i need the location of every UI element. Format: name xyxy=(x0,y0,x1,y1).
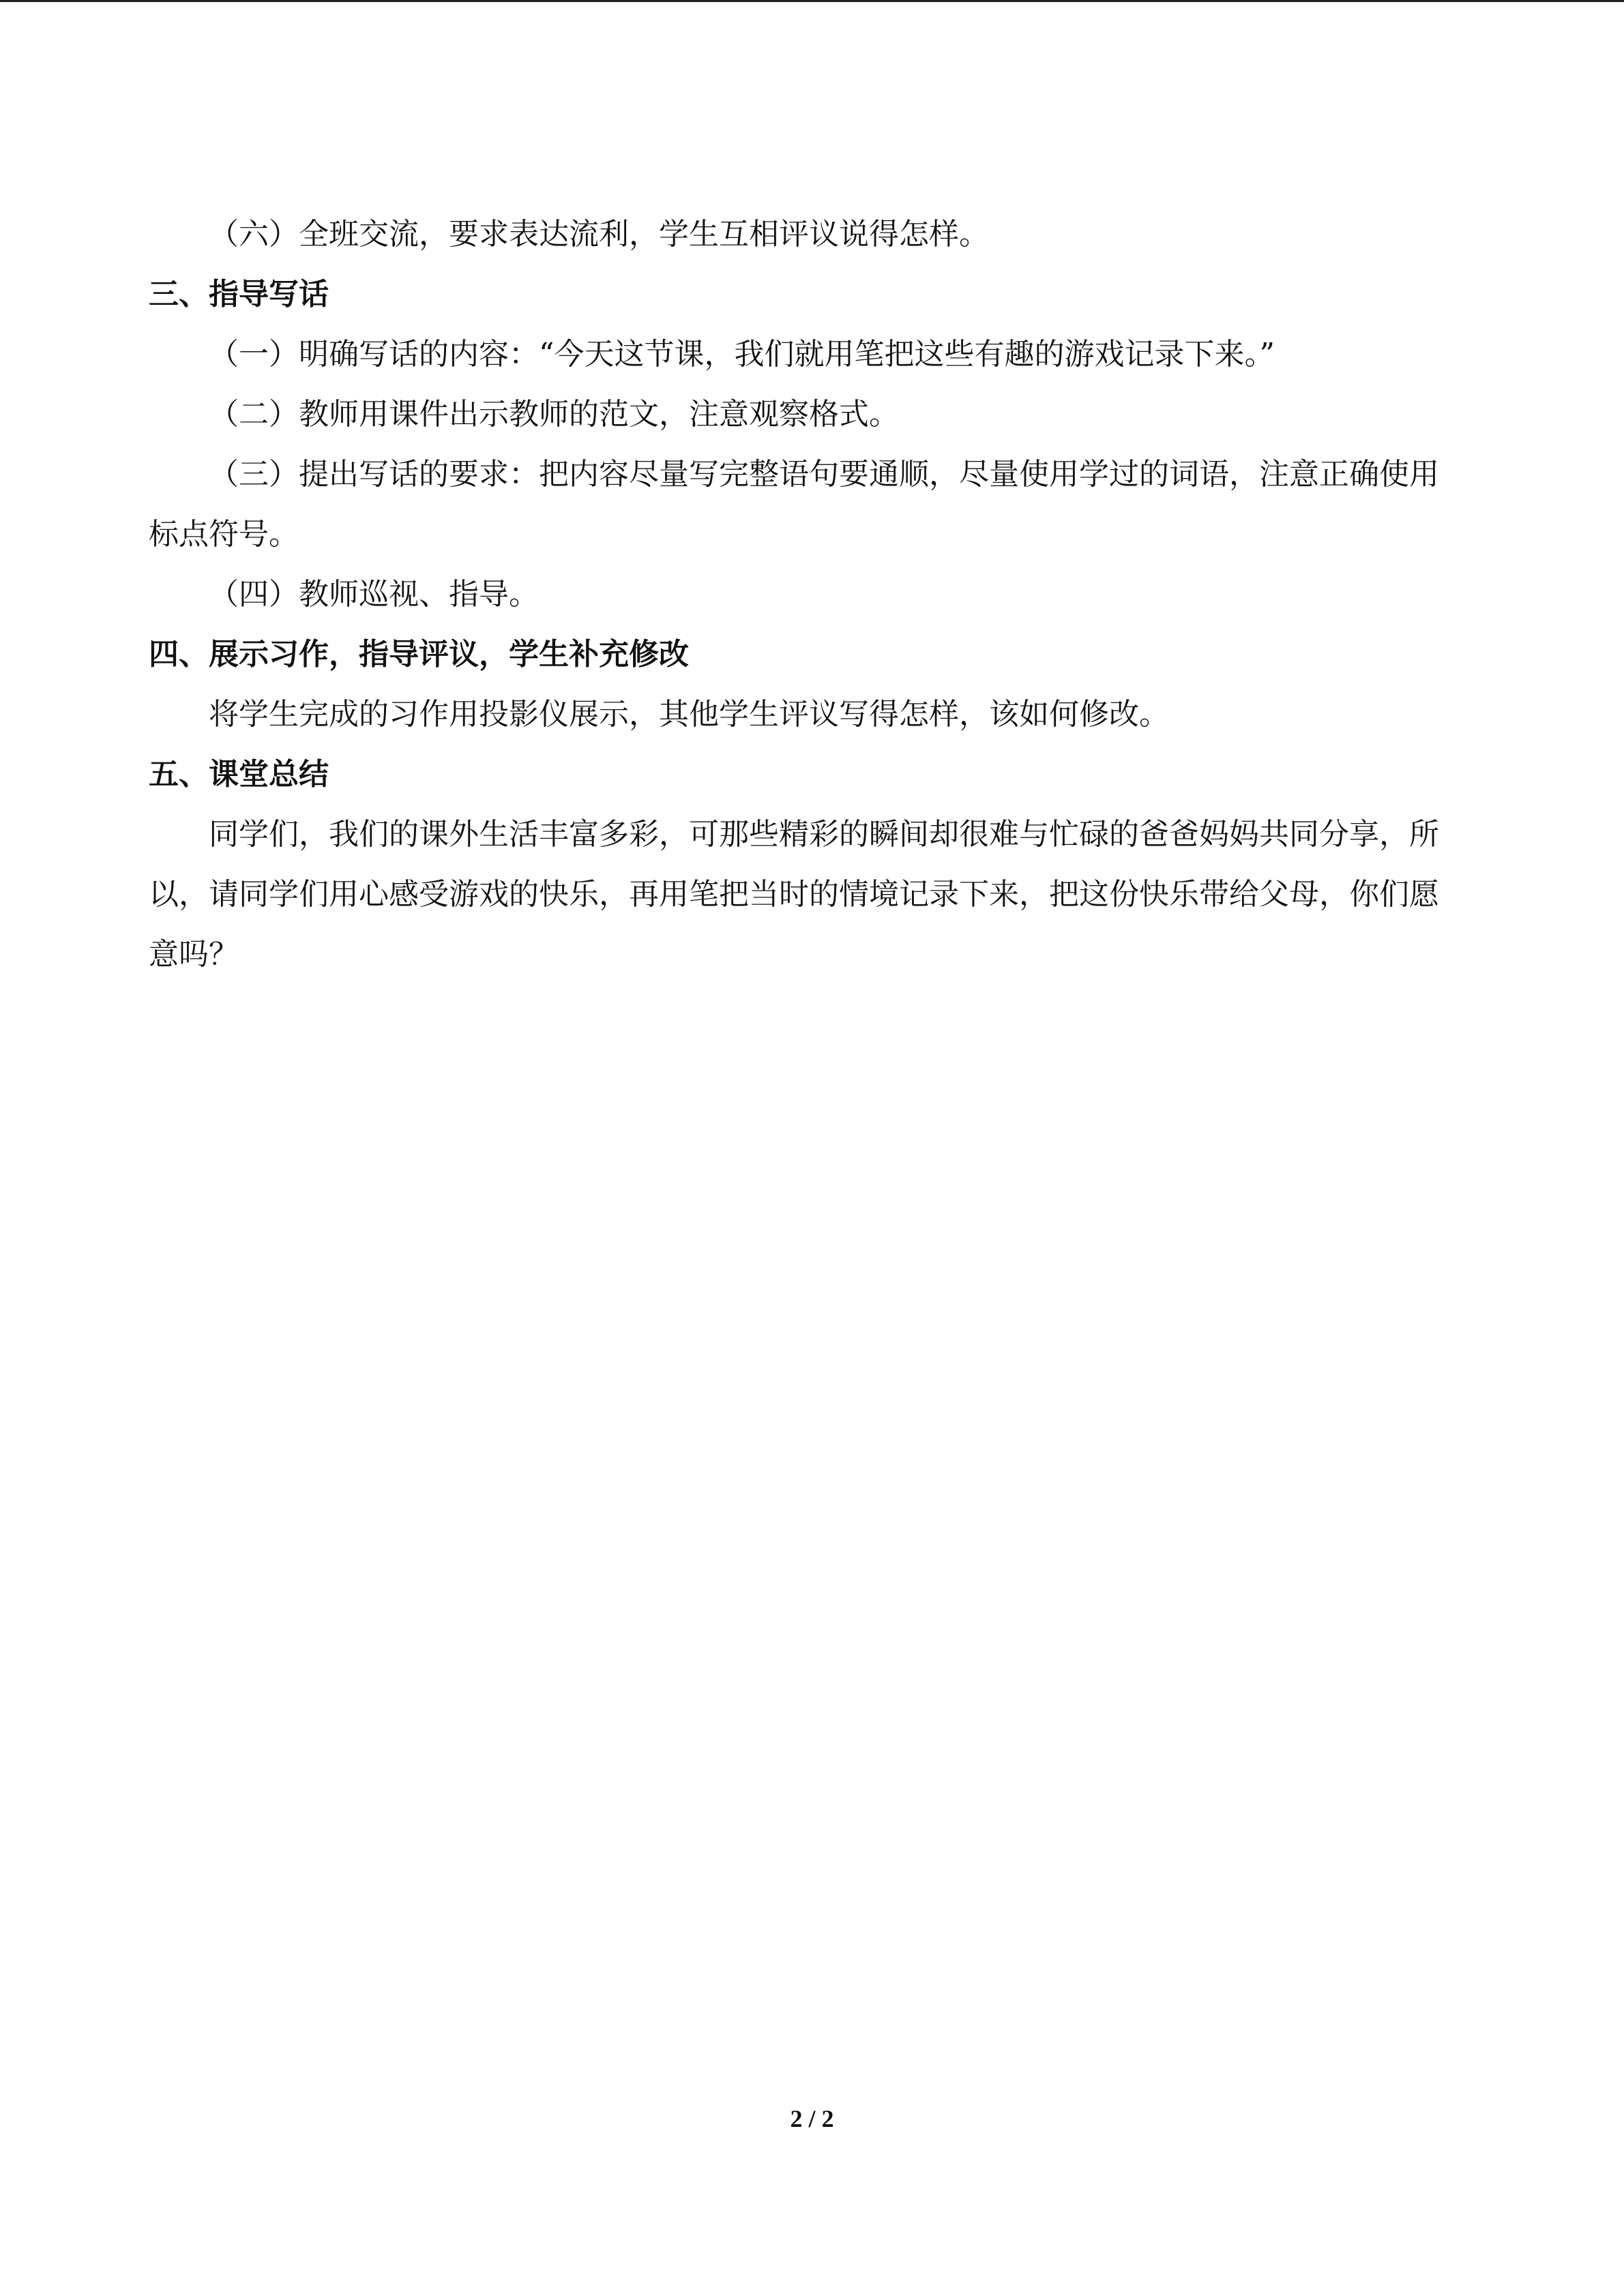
document-body xyxy=(149,205,1458,985)
page-number: 2 / 2 xyxy=(790,2105,834,2132)
paragraph-writing-requirements: （三）提出写话的要求：把内容尽量写完整语句要通顺，尽量使用学过的词语，注意正确使用标点符号。 xyxy=(149,457,1439,552)
heading-guide-writing: 三、指导写话 xyxy=(149,277,329,312)
paragraph-summary: 同学们，我们的课外生活丰富多彩，可那些精彩的瞬间却很难与忙碌的爸爸妈妈共同分享，所以，请同学们用心感受游戏的快乐，再用笔把当时的情境记录下来，把这份快乐带给父母，你们愿意吗？ xyxy=(149,817,1439,972)
paragraph-model-essay: （二）教师用课件出示教师的范文，注意观察格式。 xyxy=(209,397,899,432)
paragraph-projector-display: 将学生完成的习作用投影仪展示，其他学生评议写得怎样，该如何修改。 xyxy=(209,697,1169,732)
heading-class-summary: 五、课堂总结 xyxy=(149,757,329,792)
paragraph-writing-content: （一）明确写话的内容：“今天这节课，我们就用笔把这些有趣的游戏记录下来。” xyxy=(209,337,1275,372)
page-top-border xyxy=(0,0,1624,2)
paragraph-teacher-guidance: （四）教师巡视、指导。 xyxy=(209,577,539,612)
paragraph-class-exchange: （六）全班交流，要求表达流利，学生互相评议说得怎样。 xyxy=(209,217,989,252)
heading-show-works: 四、展示习作，指导评议，学生补充修改 xyxy=(149,637,689,672)
